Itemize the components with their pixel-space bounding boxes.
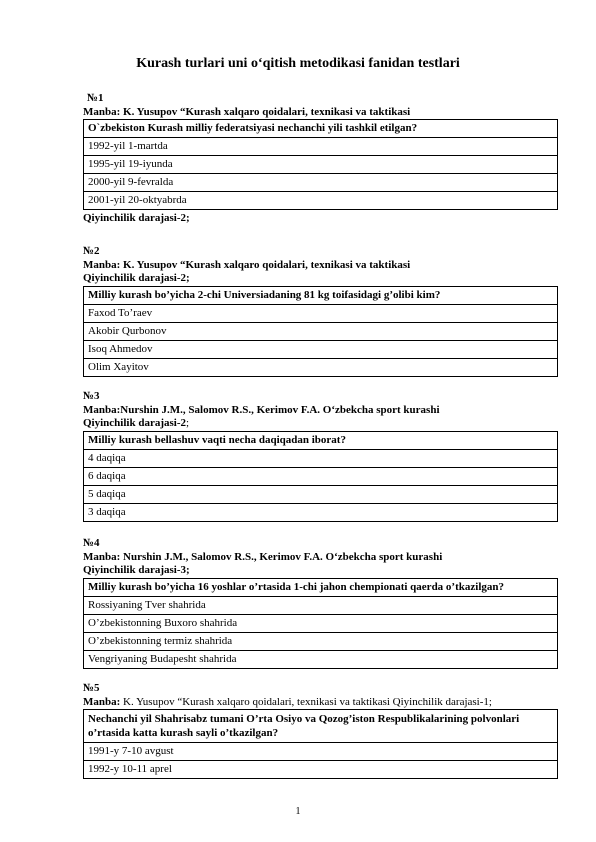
answer-option: 1991-y 7-10 avgust [84,743,558,761]
difficulty-line [83,417,558,431]
source-line: Manba: Nurshin J.M., Salomov R.S., Kerimov F.A. O‘zbekcha sport kurashi [83,550,443,563]
question-text: Milliy kurash bo’yicha 16 yoshlar o’rtasida 1-chi jahon chempionati qaerda o’tkazilgan? [84,578,558,596]
question-number: №2 [83,245,100,257]
source-line: Manba: K. Yusupov “Kurash xalqaro qoidalari, texnikasi va taktikasi [83,105,411,118]
source-line: Manba: K. Yusupov “Kurash xalqaro qoidalari, texnikasi va taktikasi [83,258,411,271]
difficulty-label: Qiyinchilik darajasi-2 [83,417,186,429]
difficulty-tail: ; [186,417,190,429]
difficulty-line: Qiyinchilik darajasi-2; [83,212,190,224]
answer-option: Akobir Qurbonov [84,322,558,340]
source-line: Manba:Nurshin J.M., Salomov R.S., Kerimov F.A. O‘zbekcha sport kurashi [83,403,440,416]
question-text: Milliy kurash bellashuv vaqti necha daqiqadan iborat? [84,431,558,449]
answer-option: O’zbekistonning termiz shahrida [84,632,558,650]
answer-option: 1995-yil 19-iyunda [84,156,558,174]
difficulty-line: Qiyinchilik darajasi-3; [83,564,190,576]
answer-option: 2001-yil 20-oktyabrda [84,192,558,210]
question-number: №1 [87,92,104,104]
answer-option: 3 daqiqa [84,503,558,521]
question-block-1 [83,92,558,226]
answer-option: Isoq Ahmedov [84,340,558,358]
answer-option: O’zbekistonning Buxoro shahrida [84,614,558,632]
question-text: Milliy kurash bo’yicha 2-chi Universiadaning 81 kg toifasidagi g’olibi kim? [84,286,558,304]
source-line [83,696,558,710]
answer-option: Vengriyaning Budapesht shahrida [84,650,558,668]
question-table [83,578,558,669]
answer-option: 6 daqiqa [84,467,558,485]
document-title: Kurash turlari uni o‘qitish metodikasi fanidan testlari [136,56,460,71]
question-text: Nechanchi yil Shahrisabz tumani O’rta Osiyo va Qozog’iston Respublikalarining polvonlari o’rtasida katta kurash sayli o’tkazilgan? [84,710,558,743]
difficulty-line: Qiyinchilik darajasi-2; [83,272,190,284]
question-number: №4 [83,537,100,549]
question-table [83,431,558,522]
answer-option: 2000-yil 9-fevralda [84,174,558,192]
question-text: O`zbekiston Kurash milliy federatsiyasi nechanchi yili tashkil etilgan? [84,120,558,138]
answer-option: Faxod To’raev [84,304,558,322]
source-text: K. Yusupov “Kurash xalqaro qoidalari, texnikasi va taktikasi Qiyinchilik darajasi-1; [120,695,492,708]
question-block-5 [83,682,558,779]
question-table [83,709,558,779]
question-block-4 [83,537,558,669]
answer-option: Olim Xayitov [84,358,558,376]
answer-option: 4 daqiqa [84,449,558,467]
question-number: №5 [83,682,100,694]
source-label: Manba: [83,695,121,708]
answer-option: Rossiyaning Tver shahrida [84,596,558,614]
question-block-2 [83,245,558,377]
answer-option: 1992-y 10-11 aprel [84,761,558,779]
question-table [83,119,558,210]
answer-option: 5 daqiqa [84,485,558,503]
question-number: №3 [83,390,100,402]
answer-option: 1992-yil 1-martda [84,138,558,156]
question-block-3 [83,390,558,522]
page-number: 1 [295,806,301,817]
question-table [83,286,558,377]
